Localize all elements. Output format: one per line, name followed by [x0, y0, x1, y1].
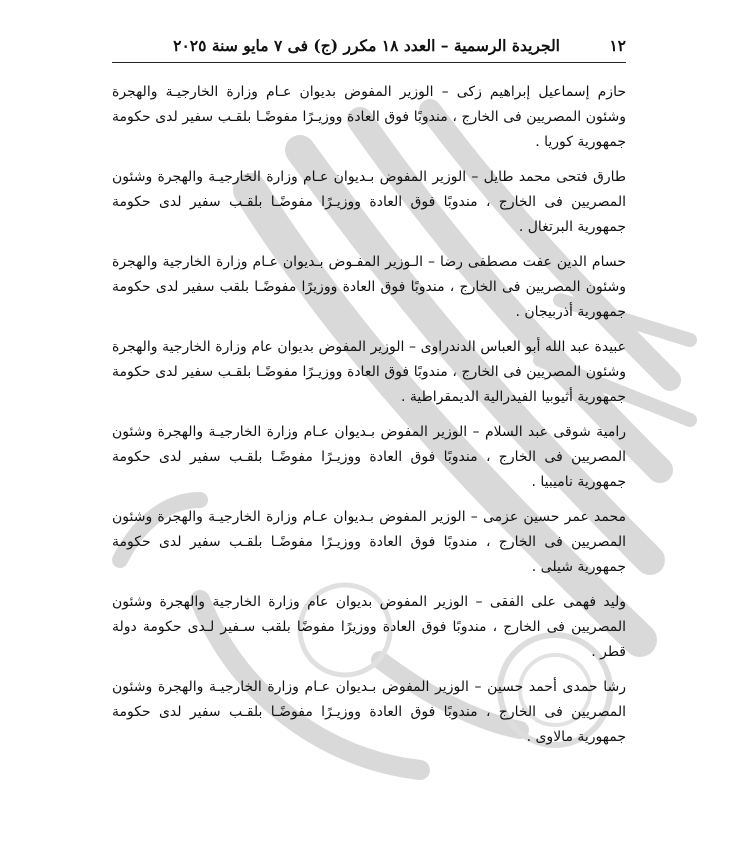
decree-entry: عبيدة عبد الله أبو العباس الدندراوى – الوزير المفوض بديوان عام وزارة الخارجية والهجرة وشئون المصريين فى الخارج ، مندوبًا فوق العادة ووزيـرًا مفوضًـا بلقـب سفير لدى حكومة جمهورية أثيوبيا الفيدرالية الديمقراطية .	[112, 339, 626, 405]
decree-entry: حسام الدين عفت مصطفى رضا – الـوزير المفـوض بـديوان عـام وزارة الخارجية والهجرة وشئون المصريين فى الخارج ، مندوبًا فوق العادة ووزيرًا مفوضًـا بلقب سفير لدى حكومة جمهورية أذربيجان .	[112, 254, 626, 320]
decree-entries	[112, 80, 626, 760]
decree-entry: حازم إسماعيل إبراهيم زكى – الوزير المفوض بديوان عـام وزارة الخارجيـة والهجرة وشئون المصريين فى الخارج ، مندوبًا فوق العادة ووزيـرًا مفوضًـا بلقـب سفير لدى حكومة جمهورية كوريا .	[112, 84, 626, 150]
gazette-header-title: الجريدة الرسمية – العدد ١٨ مكرر (ج) فى ٧ مايو سنة ٢٠٢٥	[173, 35, 560, 55]
decree-entry: محمد عمر حسين عزمى – الوزير المفوض بـديوان عـام وزارة الخارجيـة والهجرة وشئون المصريين فى الخارج ، مندوبًا فوق العادة ووزيـرًا مفوضًـا بلقـب سفير لدى حكومة جمهورية شيلى .	[112, 509, 626, 575]
decree-entry: وليد فهمى على الفقى – الوزير المفوض بديوان عام وزارة الخارجية والهجرة وشئون المصريين فى الخارج ، مندوبًا فوق العادة ووزيرًا مفوضًا بلقب سـفير لـدى حكومة دولة قطر .	[112, 594, 626, 660]
header-divider	[112, 62, 626, 63]
decree-entry: طارق فتحى محمد طايل – الوزير المفوض بـديوان عـام وزارة الخارجيـة والهجرة وشئون المصريين فى الخارج ، مندوبًا فوق العادة ووزيـرًا مفوضًـا بلقـب سفير لدى حكومة جمهورية البرتغال .	[112, 169, 626, 235]
decree-entry: رامية شوقى عبد السلام – الوزير المفوض بـديوان عـام وزارة الخارجيـة والهجرة وشئون المصريين فى الخارج ، مندوبًا فوق العادة ووزيـرًا مفوضًـا بلقـب سفير لدى حكومة جمهورية ناميبيا .	[112, 424, 626, 490]
page-header	[112, 32, 626, 58]
page-number: ١٢	[609, 35, 626, 55]
decree-entry: رشا حمدى أحمد حسين – الوزير المفوض بـديوان عـام وزارة الخارجيـة والهجرة وشئون المصريين فى الخارج ، مندوبًا فوق العادة ووزيـرًا مفوضًـا بلقـب سفير لدى حكومة جمهورية مالاوى .	[112, 679, 626, 745]
